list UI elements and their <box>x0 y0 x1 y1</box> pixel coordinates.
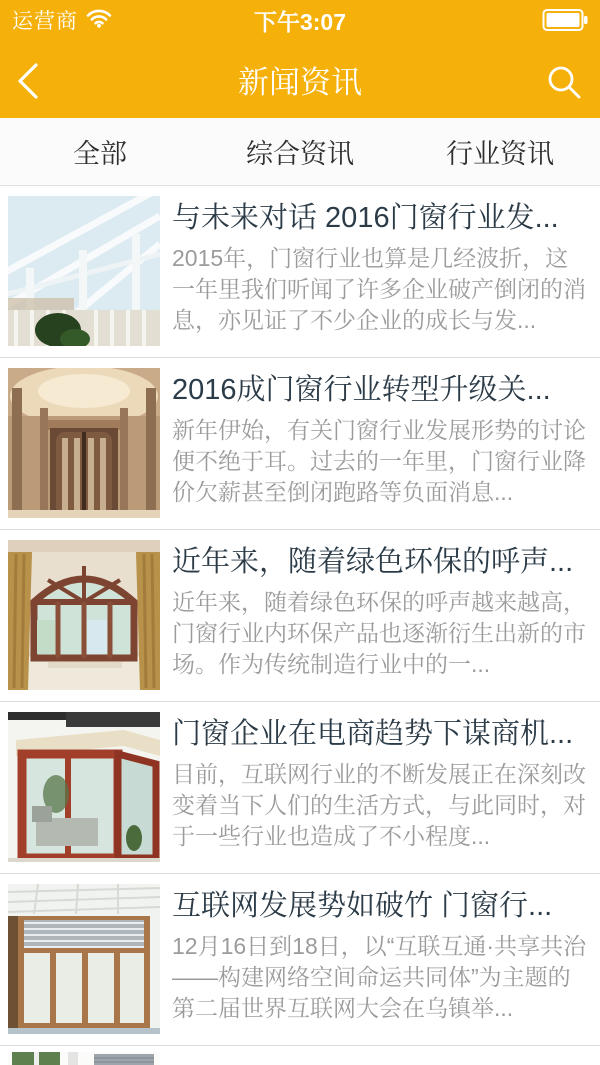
search-button[interactable] <box>546 64 582 100</box>
news-summary: 目前，互联网行业的不断发展正在深刻改变着当下人们的生活方式，与此同时，对于一些行业也造成了不小程度... <box>172 761 586 849</box>
news-thumbnail-glass-partition <box>8 884 160 1034</box>
navigation-bar <box>0 40 600 118</box>
status-bar <box>0 0 600 40</box>
news-item-content <box>172 540 592 701</box>
tab-industry-news[interactable]: 行业资讯 <box>446 139 554 169</box>
news-title: 2016成门窗行业转型升级关... <box>172 374 551 406</box>
news-title: 与未来对话 2016门窗行业发... <box>172 202 559 234</box>
news-item[interactable] <box>0 530 600 702</box>
battery-full-icon <box>542 8 588 32</box>
news-thumbnail-white-building <box>8 1052 160 1065</box>
page-title: 新闻资讯 <box>238 64 362 100</box>
status-time: 下午3:07 <box>253 8 347 35</box>
news-item[interactable] <box>0 358 600 530</box>
news-title: 门窗企业在电商趋势下谋商机... <box>172 718 574 750</box>
news-item-partial[interactable] <box>0 1046 600 1065</box>
news-thumbnail-white-sunroom <box>8 196 160 346</box>
tab-comprehensive-news[interactable]: 综合资讯 <box>246 139 354 169</box>
news-thumbnail-arched-doors <box>8 540 160 690</box>
news-item-content <box>172 884 592 1045</box>
news-item[interactable] <box>0 702 600 874</box>
news-summary: 新年伊始，有关门窗行业发展形势的讨论便不绝于耳。过去的一年里，门窗行业降价欠薪甚至倒闭跑路等负面消息... <box>172 417 586 505</box>
news-item[interactable] <box>0 874 600 1046</box>
news-item-content <box>172 368 592 529</box>
news-title: 近年来，随着绿色环保的呼声... <box>172 546 574 578</box>
news-item-content <box>172 196 592 357</box>
news-summary: 12月16日到18日，以“互联互通·共享共治——构建网络空间命运共同体”为主题的第二届世界互联网大会在乌镇举... <box>172 933 587 1021</box>
news-list <box>0 186 600 1065</box>
tab-all[interactable]: 全部 <box>73 139 127 169</box>
news-summary: 2015年，门窗行业也算是几经波折，这一年里我们听闻了许多企业破产倒闭的消息，亦见证了不少企业的成长与发... <box>172 245 586 333</box>
news-summary: 近年来，随着绿色环保的呼声越来越高，门窗行业内环保产品也逐渐衍生出新的市场。作为传统制造行业中的一... <box>172 589 586 677</box>
news-item-content <box>172 712 592 873</box>
carrier-label: 运营商 <box>12 10 78 33</box>
news-title: 互联网发展势如破竹 门窗行... <box>172 890 553 922</box>
news-thumbnail-red-glass-room <box>8 712 160 862</box>
tab-bar <box>0 118 600 186</box>
wifi-icon <box>86 8 112 33</box>
news-item[interactable] <box>0 186 600 358</box>
news-thumbnail-revolving-door <box>8 368 160 518</box>
top-bar <box>0 0 600 118</box>
